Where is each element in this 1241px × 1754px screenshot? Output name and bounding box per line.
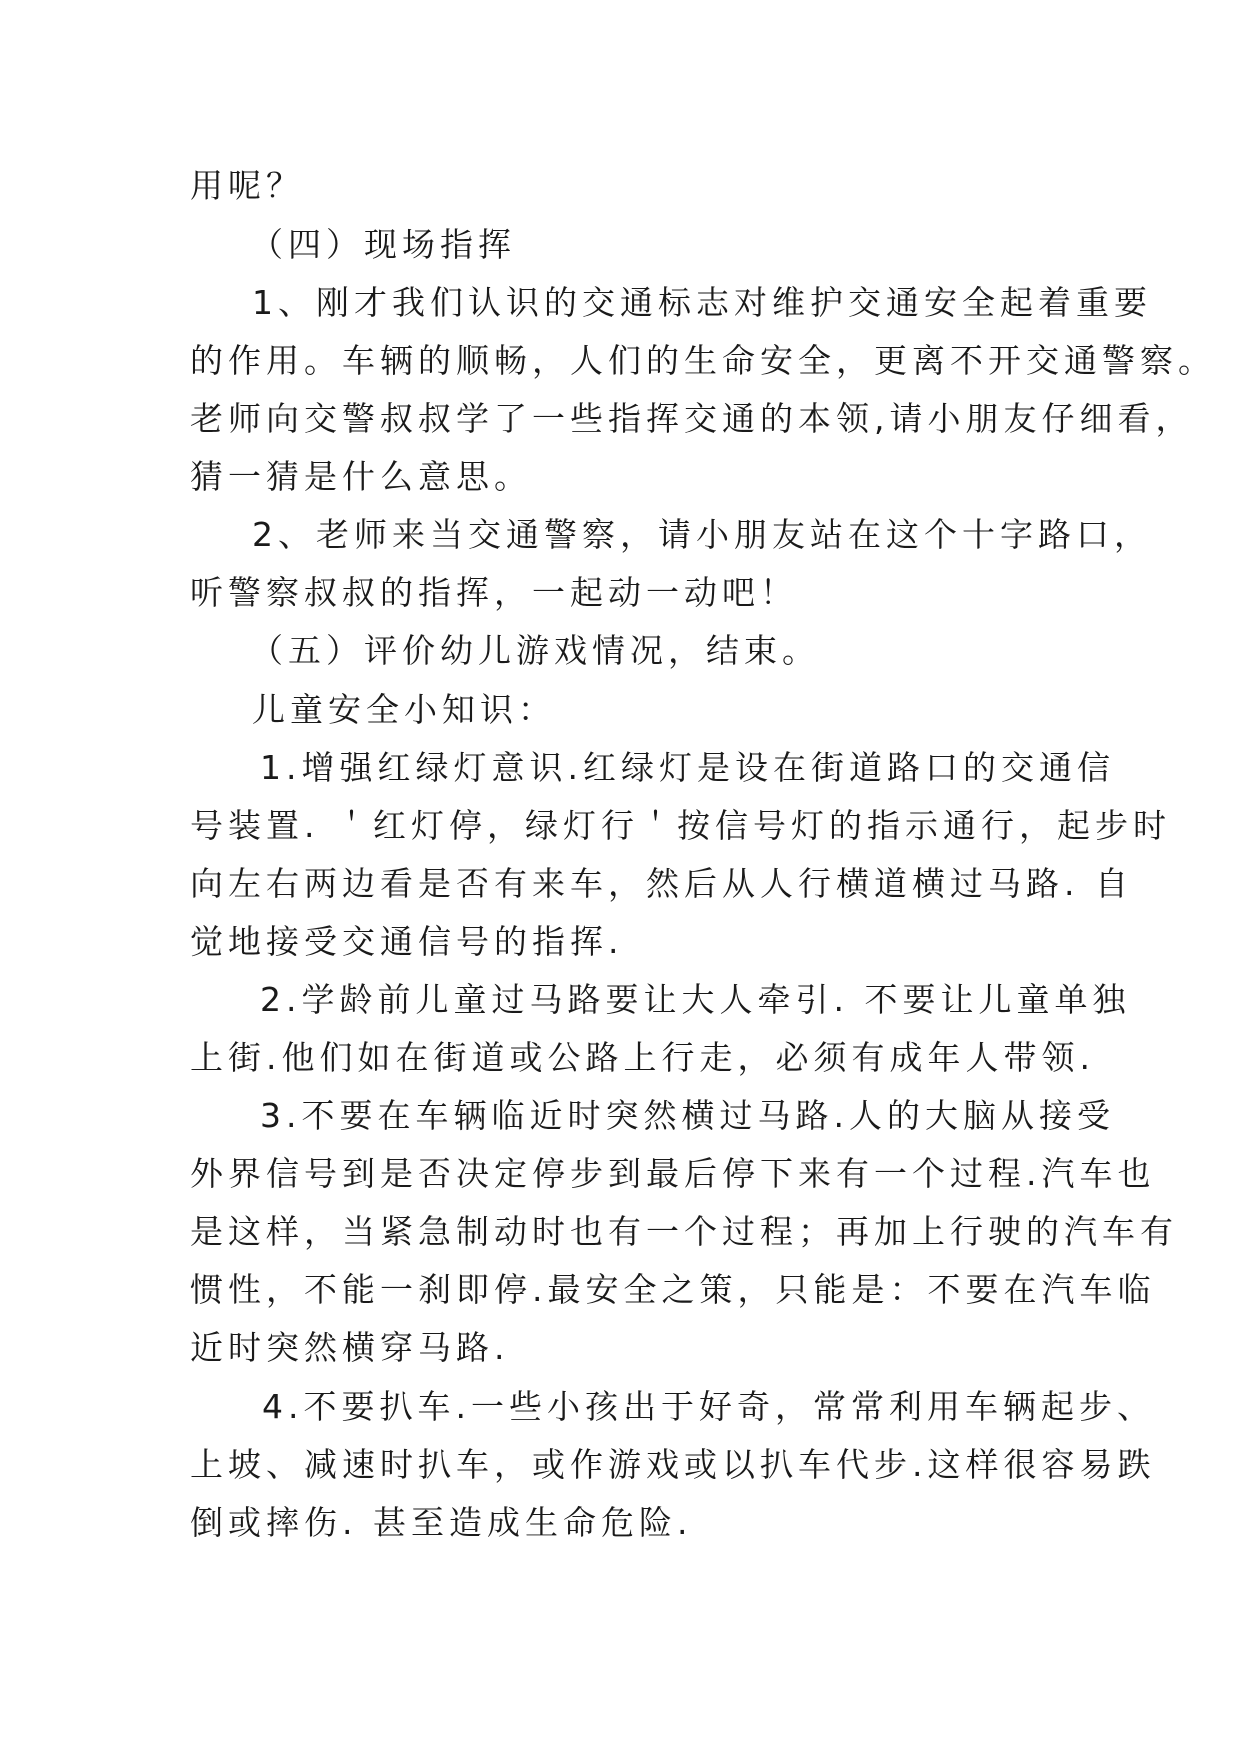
text-line: 近时突然横穿马路. [190,1328,510,1367]
text-line: 2、老师来当交通警察，请小朋友站在这个十字路口， [252,515,1152,554]
text-line: 号装置. ＇红灯停，绿灯行＇按信号灯的指示通行，起步时 [190,806,1171,845]
text-line: 听警察叔叔的指挥，一起动一动吧！ [190,573,798,612]
text-line: 猜一猜是什么意思。 [190,457,532,496]
text-line: 2.学龄前儿童过马路要让大人牵引. 不要让儿童单独 [260,980,1131,1019]
text-line: 的作用。车辆的顺畅，人们的生命安全，更离不开交通警察。 [190,341,1216,380]
text-line: 惯性，不能一刹即停.最安全之策，只能是：不要在汽车临 [190,1270,1156,1309]
text-line: 1.增强红绿灯意识.红绿灯是设在街道路口的交通信 [260,748,1115,787]
section-heading-4: （四）现场指挥 [250,225,516,264]
text-line: 上坡、减速时扒车，或作游戏或以扒车代步.这样很容易跌 [190,1445,1156,1484]
text-line: 外界信号到是否决定停步到最后停下来有一个过程.汽车也 [190,1154,1156,1193]
section-heading-5: （五）评价幼儿游戏情况，结束。 [250,631,820,670]
text-line: 3.不要在车辆临近时突然横过马路.人的大脑从接受 [260,1096,1115,1135]
text-line: 上街.他们如在街道或公路上行走，必须有成年人带领. [190,1038,1095,1077]
text-line: 1、刚才我们认识的交通标志对维护交通安全起着重要 [252,283,1152,322]
text-line: 向左右两边看是否有来车，然后从人行横道横过马路. 自 [190,864,1133,903]
text-line: 倒或摔伤. 甚至造成生命危险. [190,1503,693,1542]
text-line: 4.不要扒车.一些小孩出于好奇，常常利用车辆起步、 [262,1387,1155,1426]
text-line: 用呢？ [190,166,304,205]
text-line: 觉地接受交通信号的指挥. [190,922,624,961]
text-line: 是这样，当紧急制动时也有一个过程；再加上行驶的汽车有 [190,1212,1178,1251]
subheading-safety-tips: 儿童安全小知识： [252,690,556,729]
text-line: 老师向交警叔叔学了一些指挥交通的本领,请小朋友仔细看， [190,399,1194,438]
